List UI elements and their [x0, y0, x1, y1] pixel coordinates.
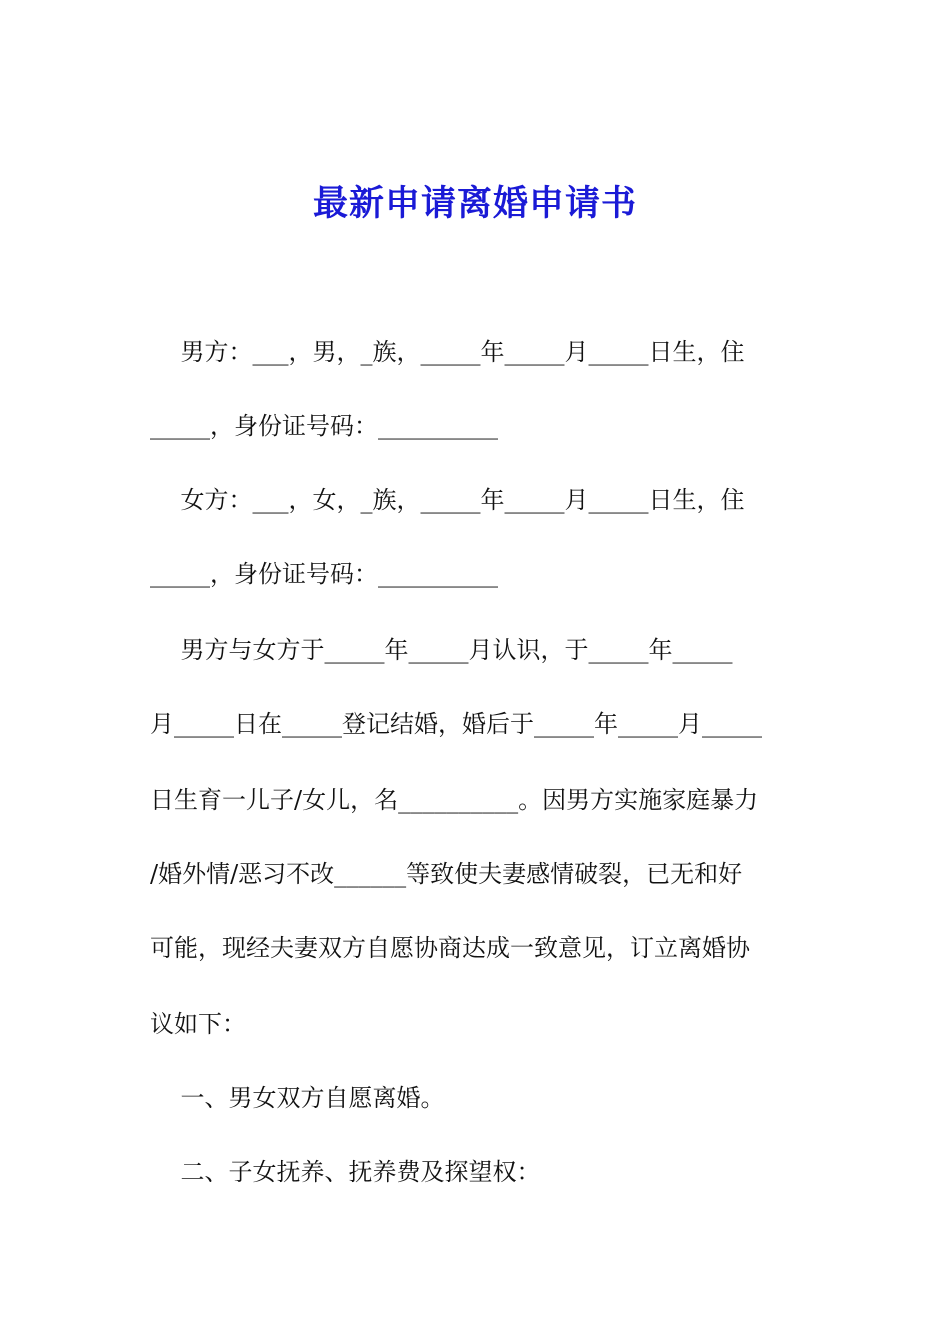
paragraph-line: 男方：___，男，_族，_____年_____月_____日生，住: [150, 338, 745, 366]
paragraph-line: _____，身份证号码：__________: [150, 412, 498, 440]
paragraph-line: _____，身份证号码：__________: [150, 560, 498, 588]
paragraph-line: /婚外情/恶习不改______等致使夫妻感情破裂，已无和好: [150, 860, 743, 888]
paragraph-line: 可能，现经夫妻双方自愿协商达成一致意见，订立离婚协: [150, 934, 750, 962]
paragraph-line: 男方与女方于_____年_____月认识，于_____年_____: [150, 636, 733, 664]
clause-heading: 一、男女双方自愿离婚。: [150, 1084, 445, 1112]
paragraph-line: 日生育一儿子/女儿，名__________。因男方实施家庭暴力: [150, 786, 759, 814]
document-title: 最新申请离婚申请书: [312, 183, 637, 224]
clause-heading: 二、子女抚养、抚养费及探望权：: [150, 1158, 541, 1186]
paragraph-line: 月_____日在_____登记结婚，婚后于_____年_____月_____: [150, 710, 762, 738]
paragraph-line: 议如下：: [150, 1010, 246, 1038]
paragraph-line: 女方：___，女，_族，_____年_____月_____日生，住: [150, 486, 745, 514]
